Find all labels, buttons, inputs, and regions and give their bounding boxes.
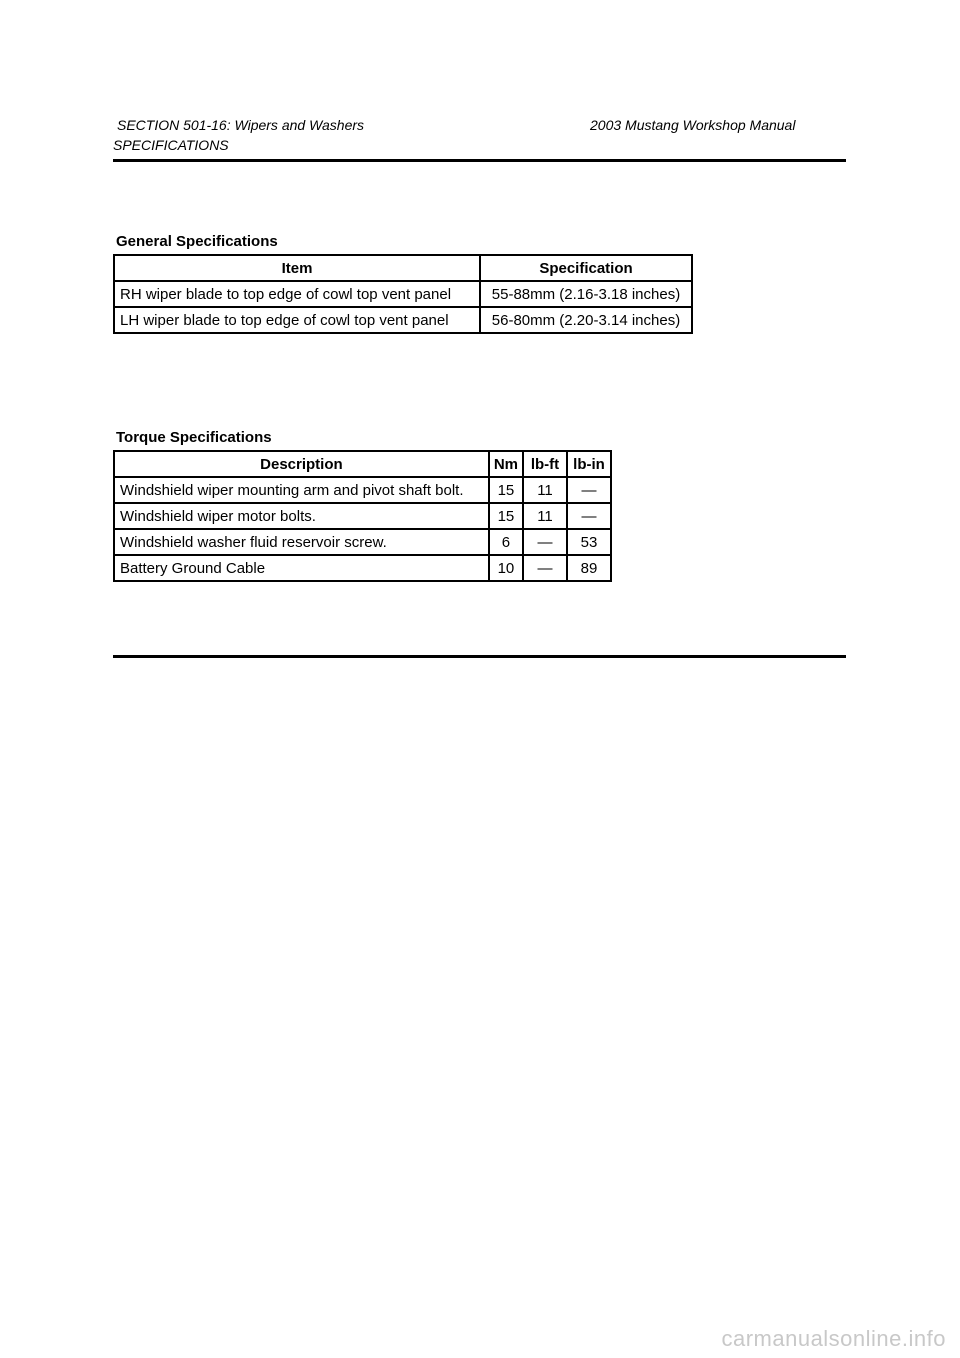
general-specs-title: General Specifications — [116, 233, 278, 250]
section-title: SECTION 501-16: Wipers and Washers — [117, 117, 365, 133]
table-row — [114, 555, 611, 581]
manual-title: 2003 Mustang Workshop Manual — [590, 117, 796, 133]
lb-in-cell: — — [567, 503, 611, 529]
item-cell: LH wiper blade to top edge of cowl top vent panel — [114, 307, 480, 333]
top-divider — [113, 159, 846, 162]
torque-specs-title: Torque Specifications — [116, 429, 272, 446]
table-row — [114, 307, 692, 333]
table-header-row — [114, 255, 692, 281]
table-row — [114, 529, 611, 555]
torque-specs-table — [113, 450, 612, 582]
lb-in-cell: 53 — [567, 529, 611, 555]
table-row — [114, 503, 611, 529]
lb-ft-cell: 11 — [523, 477, 567, 503]
column-header-specification: Specification — [480, 255, 692, 281]
lb-in-cell: 89 — [567, 555, 611, 581]
nm-cell: 15 — [489, 503, 523, 529]
lb-ft-cell: — — [523, 529, 567, 555]
column-header-item: Item — [114, 255, 480, 281]
table-header-row — [114, 451, 611, 477]
nm-cell: 15 — [489, 477, 523, 503]
lb-ft-cell: — — [523, 555, 567, 581]
lb-in-cell: — — [567, 477, 611, 503]
subsection-title: SPECIFICATIONS — [113, 137, 229, 153]
nm-cell: 10 — [489, 555, 523, 581]
column-header-lb-ft: lb-ft — [523, 451, 567, 477]
table-row — [114, 281, 692, 307]
table-row — [114, 477, 611, 503]
bottom-divider — [113, 655, 846, 658]
nm-cell: 6 — [489, 529, 523, 555]
description-cell: Windshield wiper mounting arm and pivot shaft bolt. — [114, 477, 489, 503]
item-cell: RH wiper blade to top edge of cowl top vent panel — [114, 281, 480, 307]
watermark: carmanualsonline.info — [721, 1326, 946, 1351]
lb-ft-cell: 11 — [523, 503, 567, 529]
general-specs-table — [113, 254, 693, 334]
description-cell: Windshield washer fluid reservoir screw. — [114, 529, 489, 555]
specification-cell: 55-88mm (2.16-3.18 inches) — [480, 281, 692, 307]
column-header-nm: Nm — [489, 451, 523, 477]
description-cell: Battery Ground Cable — [114, 555, 489, 581]
column-header-description: Description — [114, 451, 489, 477]
description-cell: Windshield wiper motor bolts. — [114, 503, 489, 529]
specification-cell: 56-80mm (2.20-3.14 inches) — [480, 307, 692, 333]
column-header-lb-in: lb-in — [567, 451, 611, 477]
